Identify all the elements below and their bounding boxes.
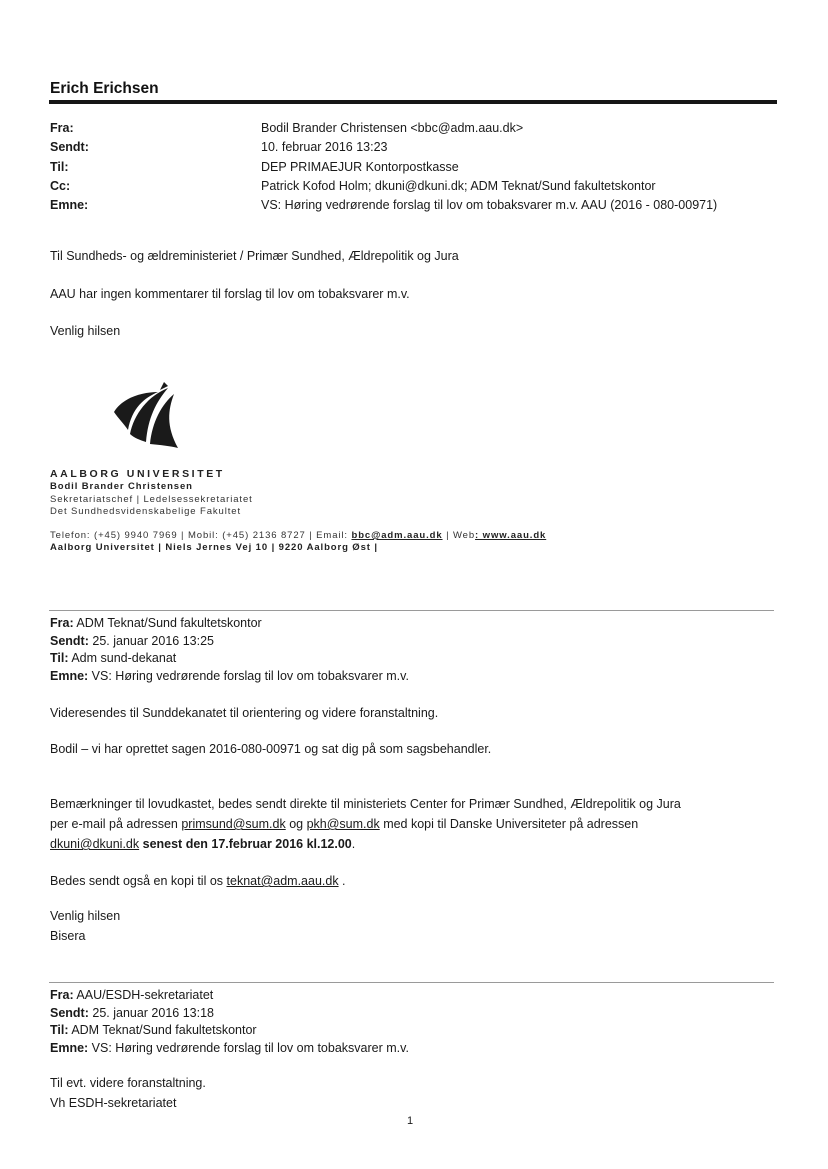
page-number: 1 (407, 1115, 414, 1127)
subject-value: VS: Høring vedrørende forslag til lov om tobaksvarer m.v. AAU (2016 - 080-00971) (261, 198, 718, 213)
deadline-text: senest den 17.februar 2016 kl.12.00 (139, 837, 352, 851)
header-to-row (50, 160, 780, 179)
forward1-paragraph-1: Videresendes til Sunddekanatet til orientering og videre foranstaltning. (50, 706, 439, 720)
cc-value: Patrick Kofod Holm; dkuni@dkuni.dk; ADM Teknat/Sund fakultetskontor (261, 178, 656, 193)
email-header (50, 121, 780, 217)
paragraph-3-line-1: Bemærkninger til lovudkastet, bedes sendt direkte til ministeriets Center for Primær Sundhed, Ældrepolitik og Jura (50, 797, 681, 811)
forward1-subject-row (50, 669, 409, 687)
forward2-subject-label: Emne: (50, 1040, 89, 1055)
signature-title: Sekretariatschef | Ledelsessekretariatet (50, 494, 253, 505)
forward1-to-label: Til: (50, 651, 69, 665)
forward1-to-value: Adm sund-dekanat (68, 651, 177, 665)
forward1-paragraph-4 (50, 871, 346, 891)
forward1-subject-label: Emne: (50, 668, 89, 683)
line-3-end: . (351, 837, 356, 851)
forward1-from-label: Fra: (50, 616, 74, 630)
forward2-from-value: AAU/ESDH-sekretariatet (73, 988, 214, 1002)
forward2-sent-value: 25. januar 2016 13:18 (88, 1005, 214, 1020)
forward2-line-1: Til evt. videre foranstaltning. (50, 1076, 206, 1090)
primsund-email-link[interactable]: primsund@sum.dk (181, 817, 286, 831)
forward2-body (50, 1073, 206, 1113)
sent-value: 10. februar 2016 13:23 (261, 140, 388, 155)
signature-address: Aalborg Universitet | Niels Jernes Vej 10 | 9220 Aalborg Øst | (50, 542, 378, 553)
subject-label: Emne: (50, 198, 89, 213)
forward1-to-row (50, 651, 409, 669)
paragraph-3-line-3 (50, 834, 681, 854)
line-2-text-a: per e-mail på adressen (50, 817, 182, 831)
from-value: Bodil Brander Christensen <bbc@adm.aau.dk> (261, 121, 524, 135)
teknat-email-link[interactable]: teknat@adm.aau.dk (226, 874, 339, 888)
line-2-text-c: med kopi til Danske Universiteter på adressen (379, 817, 639, 831)
signature-university: AALBORG UNIVERSITET (50, 468, 225, 480)
sent-label: Sendt: (50, 140, 89, 155)
header-from-row (50, 121, 780, 140)
document-sender-name: Erich Erichsen (50, 80, 159, 97)
header-rule (49, 100, 777, 104)
paragraph-4-text: Bedes sendt også en kopi til os (50, 874, 227, 888)
header-cc-row (50, 179, 780, 198)
header-subject-row (50, 198, 780, 217)
header-sent-row (50, 140, 780, 159)
forward1-sent-value: 25. januar 2016 13:25 (88, 633, 214, 648)
pkh-email-link[interactable]: pkh@sum.dk (306, 817, 380, 831)
forward1-sent-label: Sendt: (50, 633, 89, 648)
signature-contact (50, 530, 546, 541)
forward1-paragraph-2: Bodil – vi har oprettet sagen 2016-080-00971 og sat dig på som sagsbehandler. (50, 742, 492, 756)
aau-logo-icon (108, 382, 180, 452)
body-greeting: Til Sundheds- og ældreministeriet / Primær Sundhed, Ældrepolitik og Jura (50, 249, 459, 263)
contact-text: Telefon: (+45) 9940 7969 | Mobil: (+45) 2136 8727 | Email: (50, 530, 352, 541)
signature-name: Bodil Brander Christensen (50, 481, 193, 492)
from-label: Fra: (50, 121, 74, 135)
forward1-sent-row (50, 634, 409, 652)
to-value: DEP PRIMAEJUR Kontorpostkasse (261, 159, 459, 174)
forward2-from-row (50, 988, 409, 1006)
forward2-subject-row (50, 1041, 409, 1059)
forward2-subject-value: VS: Høring vedrørende forslag til lov om tobaksvarer m.v. (88, 1040, 409, 1055)
paragraph-3-line-2 (50, 814, 681, 834)
closing-line-2: Bisera (50, 929, 86, 943)
closing-line-1: Venlig hilsen (50, 909, 121, 923)
forward1-from-row (50, 616, 409, 634)
forward2-to-row (50, 1023, 409, 1041)
forward1-from-value: ADM Teknat/Sund fakultetskontor (73, 616, 262, 630)
email-link[interactable]: bbc@adm.aau.dk (351, 530, 443, 541)
dkuni-email-link[interactable]: dkuni@dkuni.dk (50, 837, 140, 851)
forward1-divider (49, 610, 774, 611)
forward2-sent-label: Sendt: (50, 1005, 89, 1020)
forward2-to-value: ADM Teknat/Sund fakultetskontor (68, 1023, 257, 1037)
forward2-header (50, 988, 409, 1058)
paragraph-4-end: . (338, 874, 346, 888)
forward2-line-2: Vh ESDH-sekretariatet (50, 1096, 177, 1110)
forward2-from-label: Fra: (50, 988, 74, 1002)
signature-faculty: Det Sundhedsvidenskabelige Fakultet (50, 506, 241, 517)
contact-web-label: | Web (442, 530, 476, 541)
line-2-text-b: og (285, 817, 307, 831)
forward1-header (50, 616, 409, 686)
body-closing: Venlig hilsen (50, 324, 121, 338)
to-label: Til: (50, 159, 69, 174)
forward2-divider (49, 982, 774, 983)
body-message: AAU har ingen kommentarer til forslag til lov om tobaksvarer m.v. (50, 287, 410, 301)
forward1-paragraph-3 (50, 794, 681, 854)
forward1-subject-value: VS: Høring vedrørende forslag til lov om tobaksvarer m.v. (88, 668, 409, 683)
forward1-closing (50, 906, 120, 946)
forward2-sent-row (50, 1006, 409, 1024)
web-link[interactable]: : www.aau.dk (475, 530, 547, 541)
cc-label: Cc: (50, 178, 71, 193)
forward2-to-label: Til: (50, 1023, 69, 1037)
